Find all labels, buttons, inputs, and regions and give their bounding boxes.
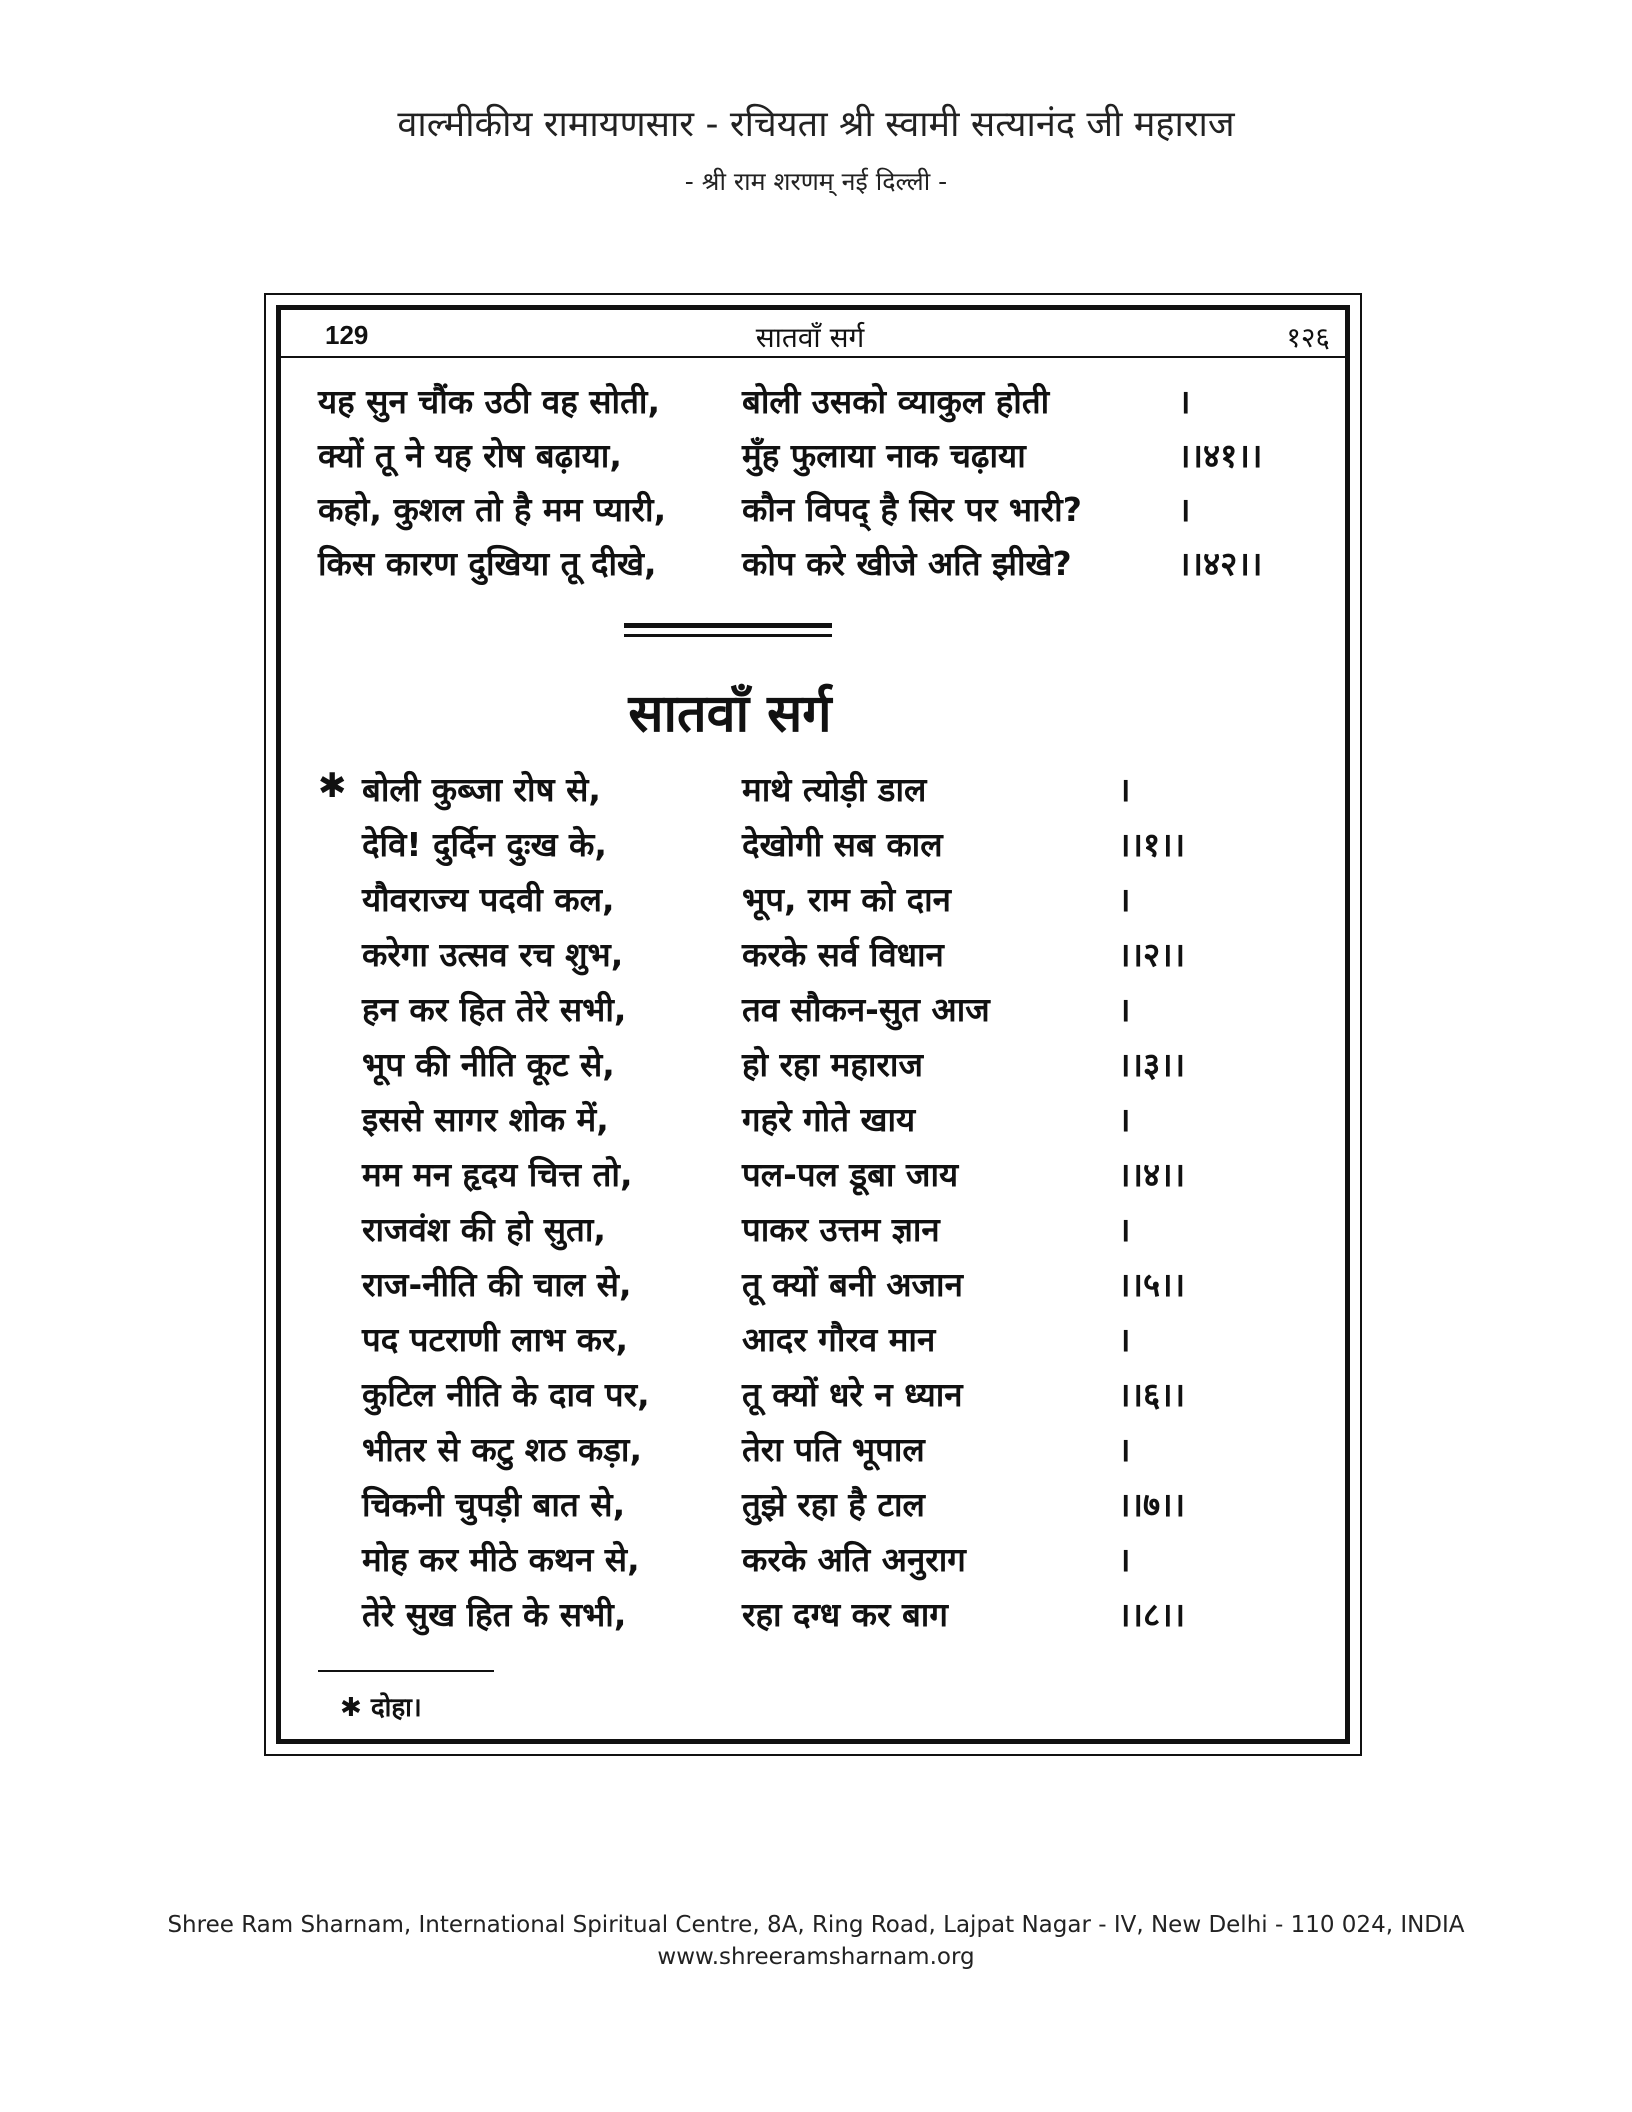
verse-line-4-second-half: कोप करे खीजे अति झीखे? — [742, 544, 1072, 583]
doha-line-second-half: देखोगी सब काल — [742, 825, 943, 864]
doha-line-second-half: तू क्यों धरे न ध्यान — [742, 1375, 963, 1414]
doha-line-second-half: रहा दग्ध कर बाग — [742, 1595, 948, 1634]
verse-line-3-first-half: कहो, कुशल तो है मम प्यारी, — [318, 490, 667, 529]
section-heading: सातवाँ सर्ग — [628, 684, 832, 744]
doha-line-second-half: गहरे गोते खाय — [742, 1100, 916, 1139]
doha-line-marker: । — [1118, 1430, 1131, 1469]
doha-line-first-half: यौवराज्य पदवी कल, — [362, 880, 615, 919]
verse-line-3-second-half: कौन विपद् है सिर पर भारी? — [742, 490, 1082, 529]
footnote: ✱ दोहा। — [340, 1693, 422, 1723]
doha-line-second-half: करके अति अनुराग — [742, 1540, 966, 1579]
doha-line-marker: ।।७।। — [1118, 1485, 1186, 1524]
doha-asterisk-icon: ✱ — [318, 766, 347, 806]
verse-line-4-marker: ।।४२।। — [1178, 544, 1263, 583]
section-divider-thin — [624, 634, 832, 637]
verse-line-4-first-half: किस कारण दुखिया तू दीखे, — [318, 544, 657, 583]
verse-line-1-second-half: बोली उसको व्याकुल होती — [742, 382, 1050, 421]
page-number-devanagari: १२६ — [1286, 321, 1330, 354]
doha-line-first-half: चिकनी चुपड़ी बात से, — [362, 1485, 626, 1524]
doha-line-marker: । — [1118, 1210, 1131, 1249]
footnote-rule — [318, 1670, 494, 1672]
doha-line-second-half: तू क्यों बनी अजान — [742, 1265, 963, 1304]
doha-line-first-half: मोह कर मीठे कथन से, — [362, 1540, 640, 1579]
doha-line-second-half: पाकर उत्तम ज्ञान — [742, 1210, 940, 1249]
doha-line-first-half: हन कर हित तेरे सभी, — [362, 990, 627, 1029]
doha-line-marker: ।।४।। — [1118, 1155, 1186, 1194]
doha-line-marker: ।।६।। — [1118, 1375, 1186, 1414]
doha-line-marker: । — [1118, 1320, 1131, 1359]
doha-line-second-half: भूप, राम को दान — [742, 880, 951, 919]
doha-line-first-half: भीतर से कटु शठ कड़ा, — [362, 1430, 642, 1469]
doha-line-marker: । — [1118, 1100, 1131, 1139]
doha-line-second-half: हो रहा महाराज — [742, 1045, 923, 1084]
doha-line-first-half: पद पटराणी लाभ कर, — [362, 1320, 629, 1359]
document-header-title: वाल्मीकीय रामायणसार - रचियता श्री स्वामी सत्यानंद जी महाराज — [397, 104, 1235, 145]
doha-line-first-half: राजवंश की हो सुता, — [362, 1210, 606, 1249]
verse-line-1-marker: । — [1178, 382, 1191, 421]
doha-line-first-half: मम मन हृदय चित्त तो, — [362, 1155, 633, 1194]
doha-line-marker: ।।१।। — [1118, 825, 1186, 864]
footer-website-link[interactable]: www.shreeramsharnam.org — [657, 1944, 975, 1970]
footer-address: Shree Ram Sharnam, International Spiritual Centre, 8A, Ring Road, Lajpat Nagar - IV, New Delhi - 110 024, INDIA — [167, 1912, 1465, 1938]
document-header-subtitle: - श्री राम शरणम् नई दिल्ली - — [684, 167, 948, 196]
doha-line-first-half: तेरे सुख हित के सभी, — [362, 1595, 627, 1634]
verse-line-2-second-half: मुँह फुलाया नाक चढ़ाया — [742, 436, 1026, 475]
header-rule — [281, 356, 1345, 358]
verse-line-2-first-half: क्यों तू ने यह रोष बढ़ाया, — [318, 436, 622, 475]
verse-line-1-first-half: यह सुन चौंक उठी वह सोती, — [318, 382, 660, 421]
doha-line-first-half: इससे सागर शोक में, — [362, 1100, 609, 1139]
doha-line-first-half: करेगा उत्सव रच शुभ, — [362, 935, 624, 974]
doha-line-second-half: तुझे रहा है टाल — [742, 1485, 925, 1524]
doha-line-first-half: भूप की नीति कूट से, — [362, 1045, 615, 1084]
doha-line-second-half: करके सर्व विधान — [742, 935, 944, 974]
doha-line-marker: । — [1118, 1540, 1131, 1579]
doha-line-second-half: माथे त्योड़ी डाल — [742, 770, 927, 809]
doha-line-marker: । — [1118, 990, 1131, 1029]
doha-line-marker: । — [1118, 770, 1131, 809]
doha-line-second-half: आदर गौरव मान — [742, 1320, 936, 1359]
doha-line-first-half: कुटिल नीति के दाव पर, — [362, 1375, 650, 1414]
doha-line-marker: ।।२।। — [1118, 935, 1186, 974]
doha-line-first-half: देवि! दुर्दिन दुःख के, — [362, 825, 607, 864]
doha-line-second-half: तेरा पति भूपाल — [742, 1430, 925, 1469]
doha-line-marker: ।।५।। — [1118, 1265, 1186, 1304]
doha-line-second-half: तव सौकन-सुत आज — [742, 990, 990, 1029]
doha-line-first-half: राज-नीति की चाल से, — [362, 1265, 632, 1304]
page-number-arabic: 129 — [325, 320, 369, 350]
doha-line-second-half: पल-पल डूबा जाय — [742, 1155, 959, 1194]
doha-line-first-half: बोली कुब्जा रोष से, — [362, 770, 601, 809]
running-title: सातवाँ सर्ग — [755, 321, 865, 354]
verse-line-3-marker: । — [1178, 490, 1191, 529]
doha-line-marker: ।।३।। — [1118, 1045, 1186, 1084]
doha-line-marker: । — [1118, 880, 1131, 919]
section-divider-thick — [624, 623, 832, 628]
verse-line-2-marker: ।।४१।। — [1178, 436, 1263, 475]
doha-line-marker: ।।८।। — [1118, 1595, 1186, 1634]
